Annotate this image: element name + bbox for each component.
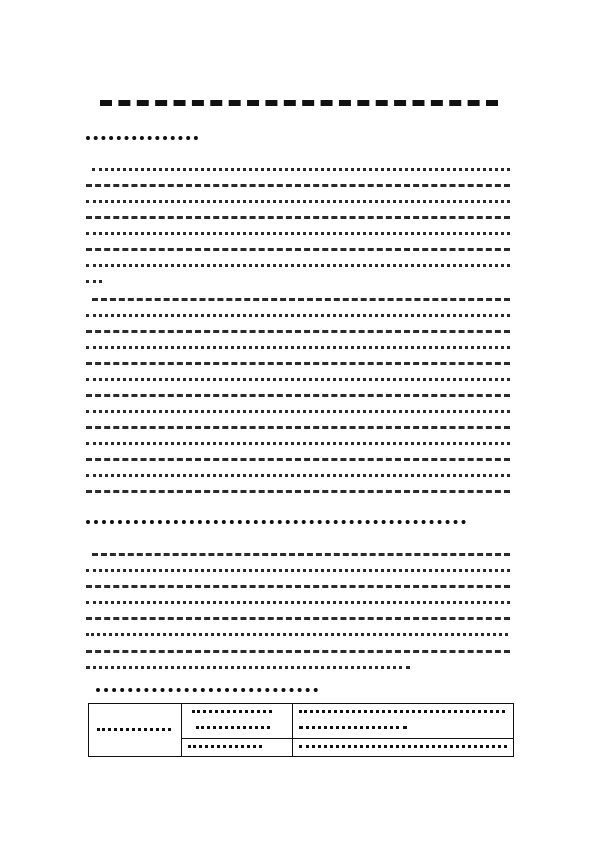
cell-text	[192, 710, 272, 715]
text-line	[86, 601, 510, 607]
table-header-cell	[89, 704, 182, 757]
text-line	[86, 426, 510, 432]
info-table	[88, 703, 514, 757]
text-line	[86, 474, 510, 480]
text-line	[86, 394, 510, 400]
text-line	[86, 264, 510, 270]
cell-text	[97, 728, 171, 733]
text-line	[86, 248, 510, 254]
text-line	[86, 184, 510, 190]
text-line	[86, 216, 510, 222]
cell-text	[299, 710, 505, 715]
cell-text	[299, 726, 407, 731]
table-cell	[182, 704, 293, 739]
text-line	[86, 650, 510, 656]
section-heading	[86, 520, 466, 528]
cell-text	[188, 745, 262, 750]
text-line	[86, 346, 510, 352]
text-line	[86, 410, 510, 416]
text-line	[86, 617, 510, 623]
text-line	[86, 666, 410, 672]
text-line	[86, 442, 510, 448]
cell-text	[196, 726, 270, 731]
text-line	[86, 232, 510, 238]
text-line	[86, 362, 510, 368]
text-line	[86, 585, 510, 591]
text-line	[86, 458, 510, 464]
section-heading	[86, 136, 198, 144]
table-cell	[182, 738, 293, 756]
text-line	[92, 553, 510, 559]
text-line	[86, 280, 102, 286]
section-heading	[96, 688, 318, 696]
text-line	[86, 569, 510, 575]
text-line	[86, 314, 510, 320]
table-cell	[293, 738, 514, 756]
text-line	[86, 490, 510, 496]
text-line	[92, 298, 510, 304]
table-cell	[293, 704, 514, 739]
text-line	[86, 633, 508, 639]
text-line	[86, 330, 510, 336]
document-title	[100, 100, 498, 112]
cell-text	[299, 745, 507, 750]
text-line	[86, 378, 510, 384]
text-line	[92, 168, 510, 174]
text-line	[86, 200, 510, 206]
